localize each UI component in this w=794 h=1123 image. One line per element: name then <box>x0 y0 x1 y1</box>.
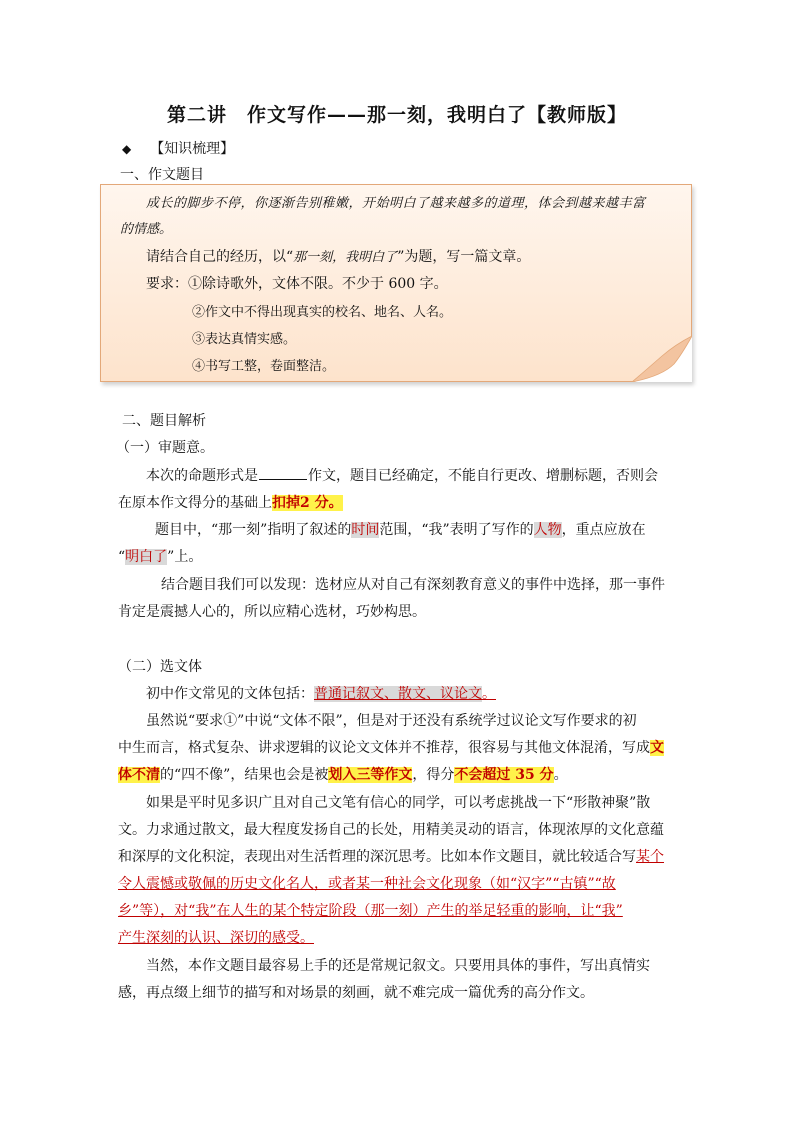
para6-line4: 令人震憾或敬佩的历史文化名人，或者某一种社会文化现象（如“汉字”“古镇”“故 <box>118 876 616 892</box>
requirement-3: ③表达真情实感。 <box>192 332 297 347</box>
para6-line5: 乡”等），对“我”在人生的某个特定阶段（那一刻）产生的举足轻重的影响，让“我” <box>118 903 623 919</box>
para1-line1: 本次的命题形式是 作文，题目已经确定，不能自行更改、增删标题，否则会 <box>146 468 658 484</box>
subheading-genre: （二）选文体 <box>118 659 202 675</box>
page-curl-decoration <box>632 336 692 382</box>
para7-line2: 感，再点缀上细节的描写和对场景的刻画，就不难完成一篇优秀的高分作文。 <box>118 985 594 1001</box>
para5-line1: 虽然说“要求①”中说“文体不限”，但是对于还没有系统学过议论文写作要求的初 <box>146 713 637 729</box>
para1-line2: 在原本作文得分的基础上扣掉2 分。 <box>118 495 343 511</box>
prompt-title-phrase: 那一刻，我明白了 <box>293 250 398 265</box>
prompt-line-3: 请结合自己的经历，以“那一刻，我明白了”为题，写一篇文章。 <box>146 249 531 265</box>
section2-heading: 二、题目解析 <box>122 413 206 429</box>
subheading-review: （一）审题意。 <box>116 440 214 456</box>
page-title: 第二讲 作文写作——那一刻，我明白了【教师版】 <box>166 104 627 126</box>
para3-line1: 结合题目我们可以发现：选材应从对自己有深刻教育意义的事件中选择，那一事件 <box>161 577 665 593</box>
prompt-line-1: 成长的脚步不停，你逐渐告别稚嫩，开始明白了越来越多的道理，体会到越来越丰富 <box>146 196 646 211</box>
para2-line2: “明白了”上。 <box>118 549 203 565</box>
para4: 初中作文常见的文体包括：普通记叙文、散文、议论文。 <box>146 686 496 702</box>
knowledge-label: 【知识梳理】 <box>150 141 235 157</box>
para3-line2: 肯定是震撼人心的，所以应精心选材，巧妙构思。 <box>118 604 426 620</box>
bullet-icon: ◆ <box>122 142 132 156</box>
section1-heading: 一、作文题目 <box>120 167 204 183</box>
fill-blank <box>259 466 307 480</box>
para6-line2: 文。力求通过散文，最大程度发扬自己的长处，用精美灵动的语言，体现浓厚的文化意蕴 <box>118 822 664 838</box>
para7-line1: 当然，本作文题目最容易上手的还是常规记叙文。只要用具体的事件，写出真情实 <box>146 958 650 974</box>
knowledge-header <box>122 138 234 158</box>
para6-line1: 如果是平时见多识广且对自己文笔有信心的同学，可以考虑挑战一下“形散神聚”散 <box>146 795 651 811</box>
para2-line1: 题目中，“那一刻”指明了叙述的时间范围，“我”表明了写作的人物，重点应放在 <box>155 522 646 538</box>
requirement-4: ④书写工整，卷面整洁。 <box>192 359 336 374</box>
requirement-1: 要求：①除诗歌外，文体不限。不少于 600 字。 <box>146 276 448 292</box>
requirement-2: ②作文中不得出现真实的校名、地名、人名。 <box>192 305 453 320</box>
para6-line6: 产生深刻的认识、深切的感受。 <box>118 930 314 946</box>
para6-line3: 和深厚的文化积淀，表现出对生活哲理的深沉思考。比如本作文题目，就比较适合写某个 <box>118 849 664 865</box>
para5-line2: 中生而言，格式复杂、讲求逻辑的议论文文体并不推荐，很容易与其他文体混淆，写成文 <box>118 740 664 756</box>
para5-line3: 体不清的“四不像”，结果也会是被划入三等作文，得分不会超过 35 分。 <box>118 767 568 783</box>
prompt-line-2: 的情感。 <box>120 222 173 237</box>
